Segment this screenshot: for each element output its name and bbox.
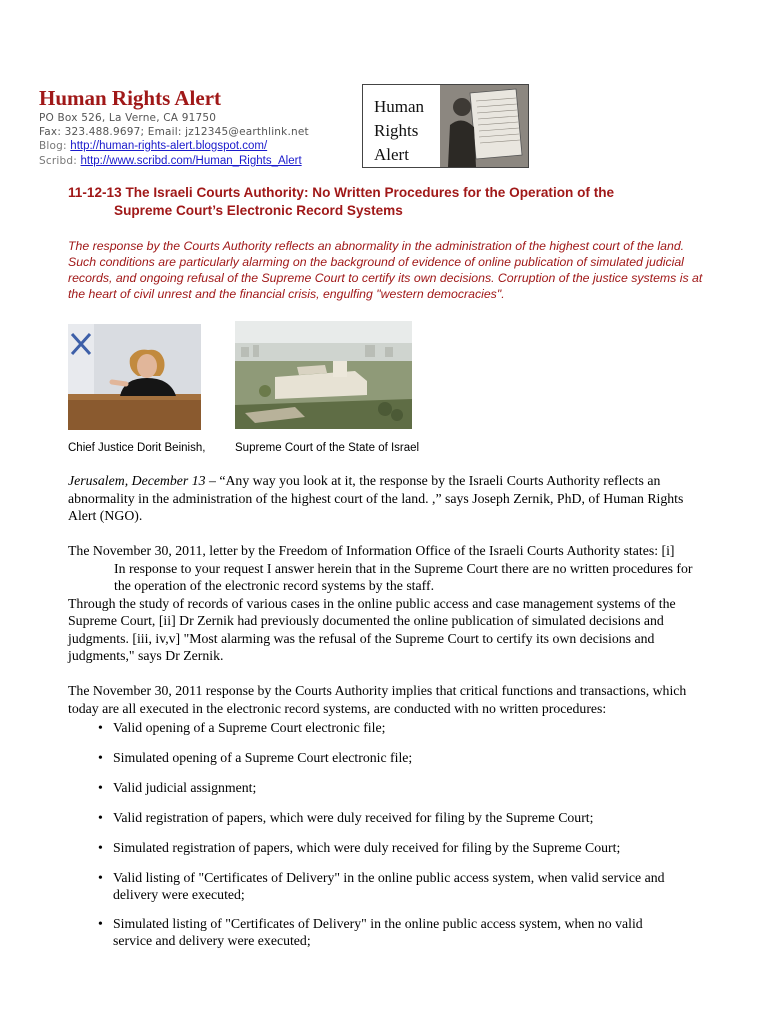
scribd-label: Scribd: bbox=[39, 155, 77, 167]
supreme-court-photo bbox=[235, 321, 412, 429]
headline bbox=[68, 184, 708, 220]
fax-email-line: Fax: 323.488.9697; Email: jz12345@earthlink.net bbox=[39, 126, 309, 138]
logo-word-2: Rights bbox=[374, 121, 419, 140]
list-item: • Valid registration of papers, which were duly received for filing by the Supreme Court; bbox=[98, 810, 594, 825]
logo-word-1: Human bbox=[374, 97, 425, 116]
address-line: PO Box 526, La Verne, CA 91750 bbox=[39, 112, 217, 124]
caption-supreme-court: Supreme Court of the State of Israel bbox=[235, 442, 420, 454]
list-item: • Valid listing of "Certificates of Delivery" in the online public access system, when valid service and delivery were executed; bbox=[98, 870, 665, 902]
headline-line-2: Supreme Court’s Electronic Record Systems bbox=[114, 203, 403, 218]
scribd-link[interactable]: http://www.scribd.com/Human_Rights_Alert bbox=[80, 155, 302, 167]
caption-chief-justice: Chief Justice Dorit Beinish, bbox=[68, 442, 206, 454]
paragraph-2-quote: In response to your request I answer herein that in the Supreme Court there are no written procedures for the operation of the electronic record systems by the staff. bbox=[114, 560, 693, 593]
dateline: Jerusalem, December 13 bbox=[68, 473, 206, 488]
paragraph-2-continued: Through the study of records of various cases in the online public access and case management systems of the Supreme Court, [ii] Dr Zernik had previously documented the online publication of simulated decisions and judgments. [iii, iv,v] "Most alarming was the refusal of the Supreme Court to certify its own decisions and judgments," says Dr Zernik. bbox=[68, 595, 676, 663]
list-item: • Valid opening of a Supreme Court electronic file; bbox=[98, 720, 386, 735]
headline-line-1: 11-12-13 The Israeli Courts Authority: No Written Procedures for the Operation of the bbox=[68, 185, 615, 200]
chief-justice-photo bbox=[68, 324, 201, 430]
procedures-list bbox=[68, 719, 708, 949]
blog-link[interactable]: http://human-rights-alert.blogspot.com/ bbox=[70, 140, 268, 152]
paragraph-2-intro: The November 30, 2011, letter by the Freedom of Information Office of the Israeli Courts Authority states: [i] bbox=[68, 543, 675, 558]
list-item: • Valid judicial assignment; bbox=[98, 780, 257, 795]
paragraph-1 bbox=[68, 472, 708, 525]
paragraph-1-text: – “Any way you look at it, the response by the Israeli Courts Authority reflects an abnormality in the administration of the highest court of the land. ,” says Joseph Zernik, PhD, of Human Rights Alert (NGO). bbox=[68, 473, 684, 523]
lead-paragraph: The response by the Courts Authority reflects an abnormality in the administration of the highest court of the land. Such conditions are particularly alarming on the background of evidence of online publication of simulated judicial records, and ongoing refusal of the Supreme Court to certify its own decisions. Corruption of the justice systems is at the heart of civil unrest and the financial crisis, engulfing "western democracies". bbox=[68, 239, 703, 301]
org-logo bbox=[362, 84, 529, 168]
list-item: • Simulated opening of a Supreme Court electronic file; bbox=[98, 750, 413, 765]
logo-word-3: Alert bbox=[374, 145, 409, 164]
blog-label: Blog: bbox=[39, 140, 67, 152]
paragraph-3: The November 30, 2011 response by the Courts Authority implies that critical functions and transactions, which today are all executed in the electronic record systems, are conducted with no written procedures: bbox=[68, 683, 687, 716]
logo-photo bbox=[440, 85, 528, 167]
list-item: • Simulated listing of "Certificates of Delivery" in the online public access system, when no valid service and delivery were executed; bbox=[98, 916, 643, 948]
paragraph-2 bbox=[68, 542, 708, 665]
scribd-line bbox=[39, 155, 302, 167]
list-item: • Simulated registration of papers, which were duly received for filing by the Supreme Court; bbox=[98, 840, 621, 855]
blog-line bbox=[39, 140, 267, 152]
org-title: Human Rights Alert bbox=[39, 86, 222, 110]
